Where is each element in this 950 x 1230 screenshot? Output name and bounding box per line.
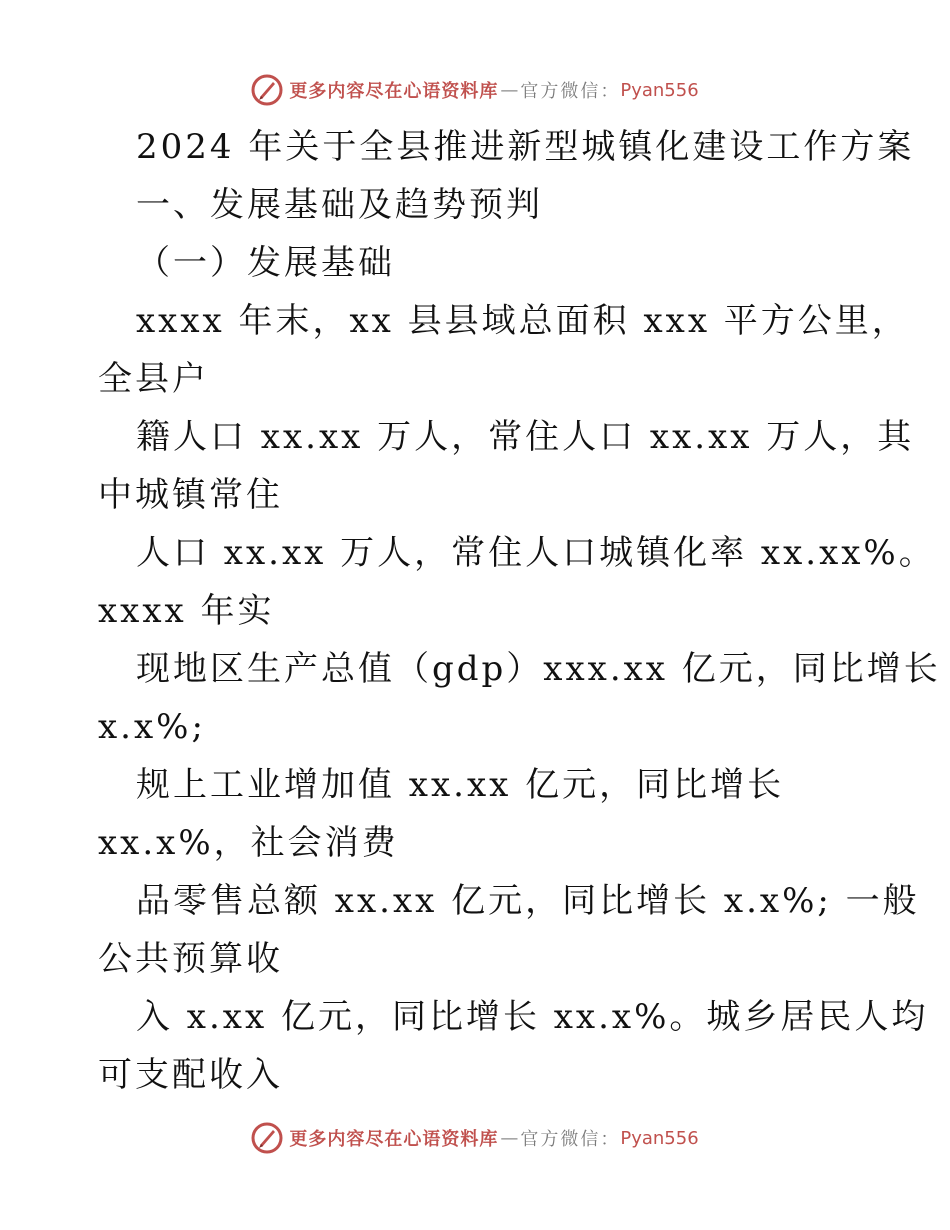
watermark-wechat-id: Pyan556: [620, 1127, 699, 1149]
watermark-dash: —: [500, 1127, 519, 1149]
watermark-official-label: 官方微信：: [520, 1129, 621, 1150]
paragraph-line: xxxx 年实: [98, 591, 275, 631]
paragraph-line: xx.x%，社会消费: [98, 823, 399, 863]
subsection-heading: （一）发展基础: [136, 243, 395, 283]
watermark-official-label: 官方微信：: [520, 81, 621, 102]
paragraph-line: xxxx 年末，xx 县县域总面积 xxx 平方公里，: [136, 301, 909, 341]
paragraph-line: 公共预算收: [98, 939, 283, 979]
quill-logo-icon: [251, 1122, 283, 1154]
paragraph-line: 现地区生产总值（gdp）xxx.xx 亿元，同比增长: [136, 649, 941, 689]
footer-watermark: [0, 1118, 950, 1158]
watermark-wechat-id: Pyan556: [620, 79, 699, 101]
watermark-dash: —: [500, 79, 519, 101]
paragraph-line: 人口 xx.xx 万人，常住人口城镇化率 xx.xx%。: [136, 533, 936, 573]
document-title: 2024 年关于全县推进新型城镇化建设工作方案: [136, 127, 915, 167]
paragraph-line: 入 x.xx 亿元，同比增长 xx.x%。城乡居民人均: [136, 997, 929, 1037]
watermark-site-name: 更多内容尽在心语资料库: [289, 1129, 499, 1150]
paragraph-line: 规上工业增加值 xx.xx 亿元，同比增长: [136, 765, 785, 805]
paragraph-line: 品零售总额 xx.xx 亿元，同比增长 x.x%; 一般: [136, 881, 920, 921]
paragraph-line: 全县户: [98, 359, 209, 399]
section-heading: 一、发展基础及趋势预判: [136, 185, 543, 225]
paragraph-line: 籍人口 xx.xx 万人，常住人口 xx.xx 万人，其: [136, 417, 915, 457]
paragraph-line: x.x%;: [98, 707, 206, 747]
paragraph-line: 可支配收入: [98, 1055, 283, 1095]
paragraph-line: 中城镇常住: [98, 475, 283, 515]
watermark-site-name: 更多内容尽在心语资料库: [289, 81, 499, 102]
